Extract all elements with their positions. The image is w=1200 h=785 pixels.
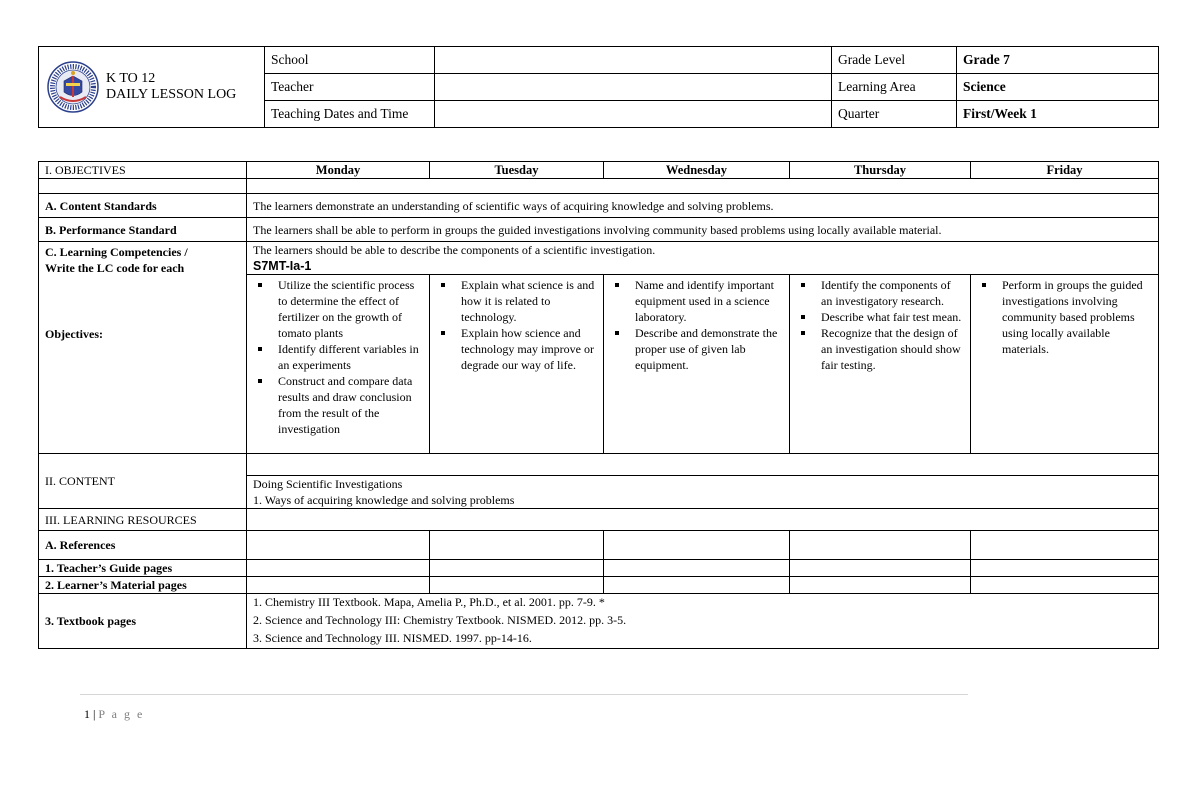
- list-item: Explain how science and technology may improve or degrade our way of life.: [436, 325, 597, 373]
- blank-cell: [604, 531, 790, 560]
- blank-cell: [247, 531, 430, 560]
- blank-cell: [247, 577, 430, 594]
- deped-seal-icon: [47, 61, 99, 113]
- blank-cell: [247, 454, 1159, 476]
- header-table: [38, 46, 1159, 128]
- page-label: P a g e: [98, 707, 145, 721]
- teaching-dates-value: [435, 101, 832, 128]
- list-item: Utilize the scientific process to determine the effect of fertilizer on the growth of tomato plants: [253, 277, 423, 341]
- learning-competencies-label-line1: C. Learning Competencies /: [45, 245, 188, 259]
- school-label: School: [265, 47, 435, 74]
- list-item: Construct and compare data results and draw conclusion from the result of the investigation: [253, 373, 423, 437]
- day-header-thursday: Thursday: [790, 162, 971, 179]
- blank-cell: [790, 577, 971, 594]
- thursday-objectives-list: [796, 277, 964, 373]
- learners-material-label: 2. Learner’s Material pages: [39, 577, 247, 594]
- day-header-tuesday: Tuesday: [430, 162, 604, 179]
- day-header-friday: Friday: [971, 162, 1159, 179]
- blank-cell: [247, 179, 1159, 194]
- blank-cell: [430, 560, 604, 577]
- references-label: A. References: [39, 531, 247, 560]
- friday-objectives-list: [977, 277, 1152, 357]
- content-standards-text: The learners demonstrate an understanding of scientific ways of acquiring knowledge and solving problems.: [247, 194, 1159, 218]
- blank-cell: [604, 560, 790, 577]
- lesson-table: [38, 161, 1159, 649]
- blank-cell: [790, 560, 971, 577]
- wednesday-objectives: [604, 275, 790, 454]
- list-item: Recognize that the design of an investigation should show fair testing.: [796, 325, 964, 373]
- blank-cell: [39, 179, 247, 194]
- teacher-label: Teacher: [265, 74, 435, 101]
- page-number: 1: [84, 707, 90, 721]
- teacher-value: [435, 74, 832, 101]
- monday-objectives-list: [253, 277, 423, 437]
- list-item: Perform in groups the guided investigations involving community based problems using locally available materials.: [977, 277, 1152, 357]
- blank-cell: [790, 531, 971, 560]
- thursday-objectives: [790, 275, 971, 454]
- list-item: Explain what science is and how it is related to technology.: [436, 277, 597, 325]
- content-standards-label: A. Content Standards: [39, 194, 247, 218]
- content-label: II. CONTENT: [39, 454, 247, 509]
- day-header-wednesday: Wednesday: [604, 162, 790, 179]
- quarter-value: First/Week 1: [957, 101, 1159, 128]
- learning-competencies-label-line2: Write the LC code for each: [45, 261, 185, 275]
- textbook-references: [247, 594, 1159, 649]
- learning-resources-heading: III. LEARNING RESOURCES: [39, 509, 247, 531]
- lc-code: S7MT-Ia-1: [253, 259, 312, 273]
- learning-area-label: Learning Area: [832, 74, 957, 101]
- school-value: [435, 47, 832, 74]
- logo-subtitle: DAILY LESSON LOG: [106, 87, 237, 102]
- learning-competencies-cell: [247, 242, 1159, 275]
- objectives-label: Objectives:: [45, 327, 103, 341]
- friday-objectives: [971, 275, 1159, 454]
- grade-level-label: Grade Level: [832, 47, 957, 74]
- page-separator: |: [93, 707, 96, 721]
- content-line: 1. Ways of acquiring knowledge and solving problems: [253, 493, 515, 507]
- textbook-reference: 3. Science and Technology III. NISMED. 1997. pp-14-16.: [253, 631, 532, 645]
- list-item: Identify the components of an investigatory research.: [796, 277, 964, 309]
- performance-standard-text: The learners shall be able to perform in groups the guided investigations involving community based problems using locally available material.: [247, 218, 1159, 242]
- blank-cell: [604, 577, 790, 594]
- blank-cell: [247, 509, 1159, 531]
- tuesday-objectives-list: [436, 277, 597, 373]
- list-item: Describe and demonstrate the proper use of given lab equipment.: [610, 325, 783, 373]
- learning-competencies-text: The learners should be able to describe the components of a scientific investigation.: [253, 243, 656, 257]
- teachers-guide-label: 1. Teacher’s Guide pages: [39, 560, 247, 577]
- logo-title: K TO 12: [106, 71, 156, 86]
- blank-cell: [430, 531, 604, 560]
- textbook-reference: 1. Chemistry III Textbook. Mapa, Amelia P., Ph.D., et al. 2001. pp. 7-9. *: [253, 595, 605, 609]
- quarter-label: Quarter: [832, 101, 957, 128]
- list-item: Name and identify important equipment used in a science laboratory.: [610, 277, 783, 325]
- wednesday-objectives-list: [610, 277, 783, 373]
- performance-standard-label: B. Performance Standard: [39, 218, 247, 242]
- teaching-dates-label: Teaching Dates and Time: [265, 101, 435, 128]
- textbook-label: 3. Textbook pages: [39, 594, 247, 649]
- content-line: Doing Scientific Investigations: [253, 477, 403, 491]
- blank-cell: [971, 560, 1159, 577]
- blank-cell: [971, 531, 1159, 560]
- tuesday-objectives: [430, 275, 604, 454]
- blank-cell: [247, 560, 430, 577]
- blank-cell: [971, 577, 1159, 594]
- logo-cell: [39, 47, 265, 128]
- content-text: [247, 476, 1159, 509]
- grade-level-value: Grade 7: [957, 47, 1159, 74]
- textbook-reference: 2. Science and Technology III: Chemistry Textbook. NISMED. 2012. pp. 3-5.: [253, 613, 627, 627]
- blank-cell: [430, 577, 604, 594]
- day-header-monday: Monday: [247, 162, 430, 179]
- monday-objectives: [247, 275, 430, 454]
- page-footer: [84, 707, 144, 722]
- list-item: Describe what fair test mean.: [796, 309, 964, 325]
- list-item: Identify different variables in an experiments: [253, 341, 423, 373]
- objectives-heading: I. OBJECTIVES: [39, 162, 247, 179]
- learning-area-value: Science: [957, 74, 1159, 101]
- footer-divider: [80, 694, 968, 695]
- learning-competencies-label: [39, 242, 247, 454]
